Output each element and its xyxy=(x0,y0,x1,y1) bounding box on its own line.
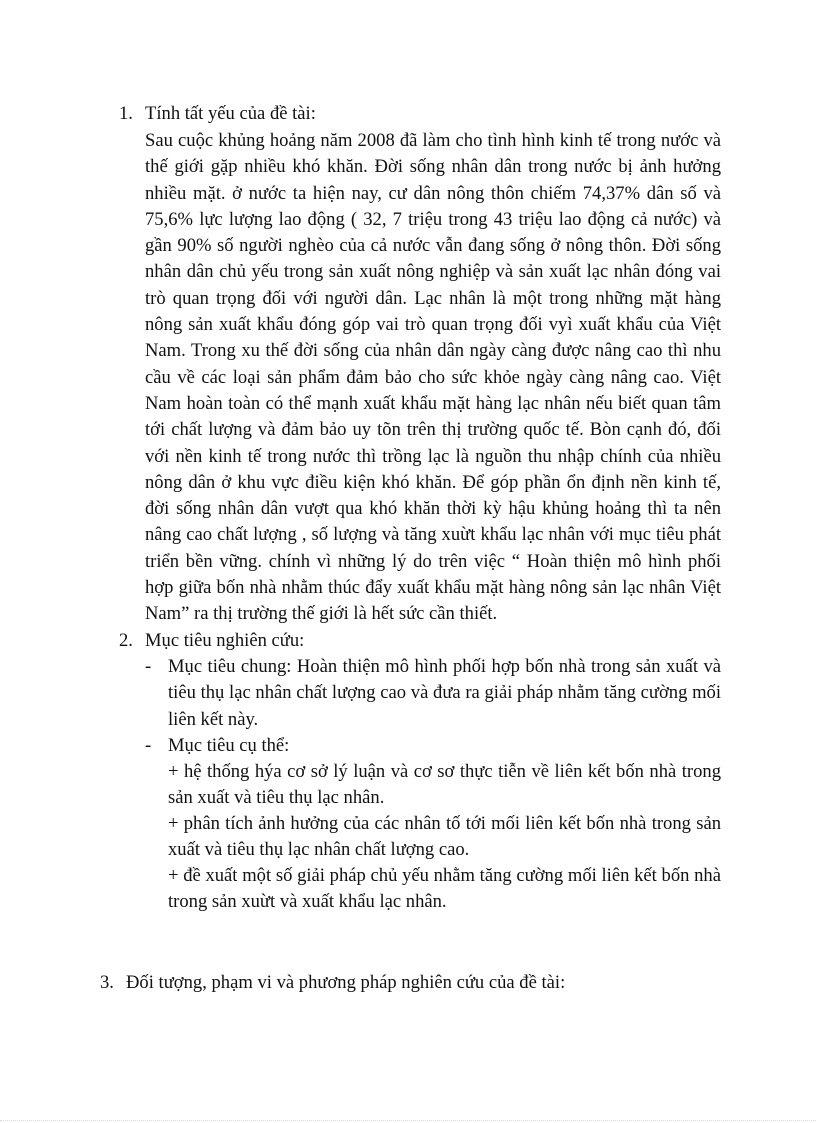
objective-general: Mục tiêu chung: Hoàn thiện mô hình phối hợp bốn nhà trong sản xuất và tiêu thụ lạc nhân chất lượng cao và đưa ra giải pháp nhằm tăng cường mối liên kết này. xyxy=(168,656,721,730)
objective-specific-heading: Mục tiêu cụ thể: xyxy=(168,735,290,756)
specific-objective-item: + hệ thống hýa cơ sở lý luận và cơ sơ thực tiễn về liên kết bốn nhà trong sản xuất và tiêu thụ lạc nhân. xyxy=(168,761,721,809)
section-3-number: 3. xyxy=(100,972,114,993)
section-1-paragraph: Sau cuộc khủng hoảng năm 2008 đã làm cho tình hình kinh tế trong nước và thế giới gặp nhiều khó khăn. Đời sống nhân dân trong nước bị ảnh hưởng nhiều mặt. ở nước ta hiện nay, cư dân nông thôn chiếm 74,37% dân số và 75,6% lực lượng lao động ( 32, 7 triệu trong 43 triệu lao động cả nước) và gần 90% số người nghèo của cả nước vẫn đang sống ở nông thôn. Đời sống nhân dân chủ yếu trong sản xuất nông nghiệp và sản xuất lạc nhân đóng vai trò quan trọng đối với người dân. Lạc nhân là một trong những mặt hàng nông sản xuất khẩu đóng góp vai trò quan trọng đối vyì xuất khẩu của Việt Nam. Trong xu thế đời sống của nhân dân ngày càng được nâng cao thì nhu cầu về các loại sản phẩm đảm bảo cho sức khỏe ngày càng nâng cao. Việt Nam hoàn toàn có thể mạnh xuất khẩu mặt hàng lạc nhân nếu biết quan tâm tới chất lượng và đảm bảo uy tõn trên thị trường quốc tế. Bòn cạnh đó, đối với nền kinh tế trong nước thì trồng lạc là nguồn thu nhập chính của nhiều nông dân ở khu vực điều kiện khó khăn. Để góp phần ổn định nền kinh tế, đời sống nhân dân vượt qua khó khăn thời kỳ hậu khủng hoảng thì ta nên nâng cao chất lượng , số lượng và tăng xuừt khẩu lạc nhân với mục tiêu phát triển bền vững. chính vì những lý do trên việc “ Hoàn thiện mô hình phối hợp giữa bốn nhà nhằm thúc đẩy xuất khẩu mặt hàng nông sản lạc nhân Việt Nam” ra thị trường thế giới là hết sức cần thiết. xyxy=(145,130,721,625)
section-1-number: 1. xyxy=(119,103,133,124)
specific-objective-item: + đề xuất một số giải pháp chủ yếu nhằm tăng cường mối liên kết bốn nhà trong sản xuừt và xuất khẩu lạc nhân. xyxy=(168,865,721,913)
section-2-number: 2. xyxy=(119,630,133,651)
section-1-heading: Tính tất yếu của đề tài: xyxy=(145,103,316,124)
bullet-marker: - xyxy=(145,735,152,756)
section-2-heading: Mục tiêu nghiên cứu: xyxy=(145,630,305,651)
specific-objective-item: + phân tích ảnh hưởng của các nhân tố tới mối liên kết bốn nhà trong sản xuất và tiêu thụ lạc nhân chất lượng cao. xyxy=(168,813,721,861)
section-3-heading: Đối tượng, phạm vi và phương pháp nghiên cứu của đề tài: xyxy=(126,972,566,993)
page-bottom-divider xyxy=(0,1120,816,1121)
bullet-marker: - xyxy=(145,656,152,677)
